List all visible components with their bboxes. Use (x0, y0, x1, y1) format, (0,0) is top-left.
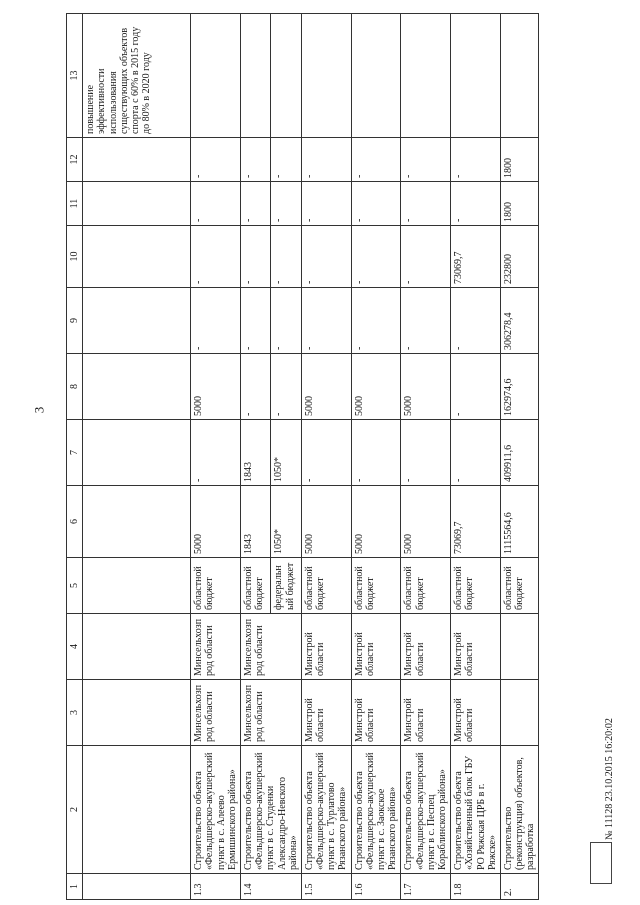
row-number: 1.7 (401, 874, 451, 900)
cell-total: 5000 (191, 486, 241, 558)
cell-y2020: - (271, 138, 301, 182)
cell-total: 5000 (351, 486, 401, 558)
cell-y2020: - (301, 138, 351, 182)
cell-y2017: - (301, 288, 351, 354)
cell-y2020: - (240, 138, 270, 182)
cell-y2019: - (240, 182, 270, 226)
cell-y2016: - (271, 354, 301, 420)
funding-source: областной бюджет (451, 558, 501, 614)
row-customer: Минстрой области (401, 680, 451, 746)
cell-y2019: - (191, 182, 241, 226)
row-name: Строительство объекта «Хозяйственный блок ГБУ РО Ряжская ЦРБ в г. Ряжске» (451, 746, 501, 874)
funding-source: федеральный бюджет (271, 558, 301, 614)
col-header-9: 9 (67, 288, 83, 354)
cell-y2017: - (401, 288, 451, 354)
row-indicator (500, 14, 539, 138)
funding-source: областной бюджет (191, 558, 241, 614)
table-row (301, 14, 351, 900)
row-number: 1.4 (240, 874, 301, 900)
row-executor: Минсельхозпрод области (240, 614, 301, 680)
cell-y2020: - (191, 138, 241, 182)
row-indicator (240, 14, 270, 138)
cell-y2016: - (240, 354, 270, 420)
cell-y2017: 306278,4 (500, 288, 539, 354)
row-executor: Минстрой области (351, 614, 401, 680)
cell-total: 1050* (271, 486, 301, 558)
cell-y2015: - (451, 420, 501, 486)
col-header-7: 7 (67, 420, 83, 486)
col-header-1: 1 (67, 874, 83, 900)
row-executor (500, 614, 539, 680)
cell-y2018: - (401, 226, 451, 288)
funding-source: областной бюджет (240, 558, 270, 614)
cell-y2020: 1800 (500, 138, 539, 182)
cell-y2018: - (191, 226, 241, 288)
row-customer: Минстрой области (301, 680, 351, 746)
row-customer: Минстрой области (451, 680, 501, 746)
cell-y2020: - (351, 138, 401, 182)
cell-total: 73069,7 (451, 486, 501, 558)
cell-y2018: - (271, 226, 301, 288)
cell-y2017: - (451, 288, 501, 354)
row-indicator (271, 14, 301, 138)
cell-y2015: 1050* (271, 420, 301, 486)
cell-y2018: - (301, 226, 351, 288)
cell-y2020: - (451, 138, 501, 182)
cell-y2016: 162974,6 (500, 354, 539, 420)
cell-y2017: - (240, 288, 270, 354)
table-row (451, 14, 501, 900)
funding-source: областной бюджет (500, 558, 539, 614)
rotated-table-wrapper (66, 20, 578, 900)
row-indicator (301, 14, 351, 138)
col-header-11: 11 (67, 182, 83, 226)
col-header-4: 4 (67, 614, 83, 680)
cell-y2017: - (271, 288, 301, 354)
cell-total: 1843 (240, 486, 270, 558)
cell-y2015: - (401, 420, 451, 486)
col-header-13: 13 (67, 14, 83, 138)
col-header-10: 10 (67, 226, 83, 288)
row-name: Строительство объекта «Фельдшерско-акушерский пункт в с. Студенки Александро-Невского района» (240, 746, 301, 874)
cell-y2016: 5000 (301, 354, 351, 420)
row-indicator (401, 14, 451, 138)
row-customer (500, 680, 539, 746)
cell-y2016: 5000 (191, 354, 241, 420)
row-indicator (191, 14, 241, 138)
table-row (240, 14, 270, 900)
cell-y2020: - (401, 138, 451, 182)
row-number: 2. (500, 874, 539, 900)
funding-source: областной бюджет (301, 558, 351, 614)
cell-y2019: - (301, 182, 351, 226)
row-number: 1.5 (301, 874, 351, 900)
funding-source: областной бюджет (351, 558, 401, 614)
cell-y2016: 5000 (401, 354, 451, 420)
col-header-3: 3 (67, 680, 83, 746)
cell-y2019: 1800 (500, 182, 539, 226)
cell-y2015: - (301, 420, 351, 486)
cell-y2019: - (451, 182, 501, 226)
table-row (351, 14, 401, 900)
funding-source: областной бюджет (401, 558, 451, 614)
row-number: 1.8 (451, 874, 501, 900)
cell-y2016: - (451, 354, 501, 420)
row-name: Строительство объекта «Фельдшерско-акушерский пункт в с. Турлатово Рязанского района» (301, 746, 351, 874)
col-header-6: 6 (67, 486, 83, 558)
program-table (66, 13, 539, 900)
intro-row-indicator: повышение эффективности использования существующих объектов спорта с 60% в 2015 году до 80% в 2020 году (83, 14, 191, 138)
col-header-2: 2 (67, 746, 83, 874)
row-name: Строительство (реконструкция) объектов, разработка (500, 746, 539, 874)
cell-y2019: - (351, 182, 401, 226)
document-footer: № 11128 23.10.2015 16:20:02 (604, 718, 615, 840)
table-row (401, 14, 451, 900)
row-executor: Минсельхозпрод области (191, 614, 241, 680)
intro-row (83, 14, 191, 900)
table-row (191, 14, 241, 900)
registration-stamp (590, 842, 612, 884)
row-customer: Минсельхозпрод области (240, 680, 301, 746)
row-customer: Минстрой области (351, 680, 401, 746)
cell-y2018: 232800 (500, 226, 539, 288)
row-number: 1.6 (351, 874, 401, 900)
row-executor: Минстрой области (451, 614, 501, 680)
page-number: 3 (31, 406, 47, 414)
header-row (67, 14, 83, 900)
cell-y2015: 1843 (240, 420, 270, 486)
cell-y2017: - (191, 288, 241, 354)
row-number: 1.3 (191, 874, 241, 900)
cell-y2017: - (351, 288, 401, 354)
cell-y2018: - (240, 226, 270, 288)
cell-total: 5000 (401, 486, 451, 558)
cell-y2015: - (351, 420, 401, 486)
cell-y2015: - (191, 420, 241, 486)
row-name: Строительство объекта «Фельдшерско-акушерский пункт в с. Песпец Кораблинского района» (401, 746, 451, 874)
row-indicator (451, 14, 501, 138)
row-indicator (351, 14, 401, 138)
cell-total: 1115564,6 (500, 486, 539, 558)
cell-y2015: 409911,6 (500, 420, 539, 486)
col-header-8: 8 (67, 354, 83, 420)
cell-y2018: 73069,7 (451, 226, 501, 288)
row-executor: Минстрой области (401, 614, 451, 680)
row-executor: Минстрой области (301, 614, 351, 680)
cell-y2019: - (271, 182, 301, 226)
row-name: Строительство объекта «Фельдшерско-акушерский пункт в с. Алеево Ермишинского района» (191, 746, 241, 874)
row-customer: Минсельхозпрод области (191, 680, 241, 746)
table-row (500, 14, 539, 900)
cell-y2016: 5000 (351, 354, 401, 420)
cell-y2019: - (401, 182, 451, 226)
cell-y2018: - (351, 226, 401, 288)
cell-total: 5000 (301, 486, 351, 558)
col-header-5: 5 (67, 558, 83, 614)
col-header-12: 12 (67, 138, 83, 182)
row-name: Строительство объекта «Фельдшерско-акушерский пункт в с. Заокское Рязанского района» (351, 746, 401, 874)
